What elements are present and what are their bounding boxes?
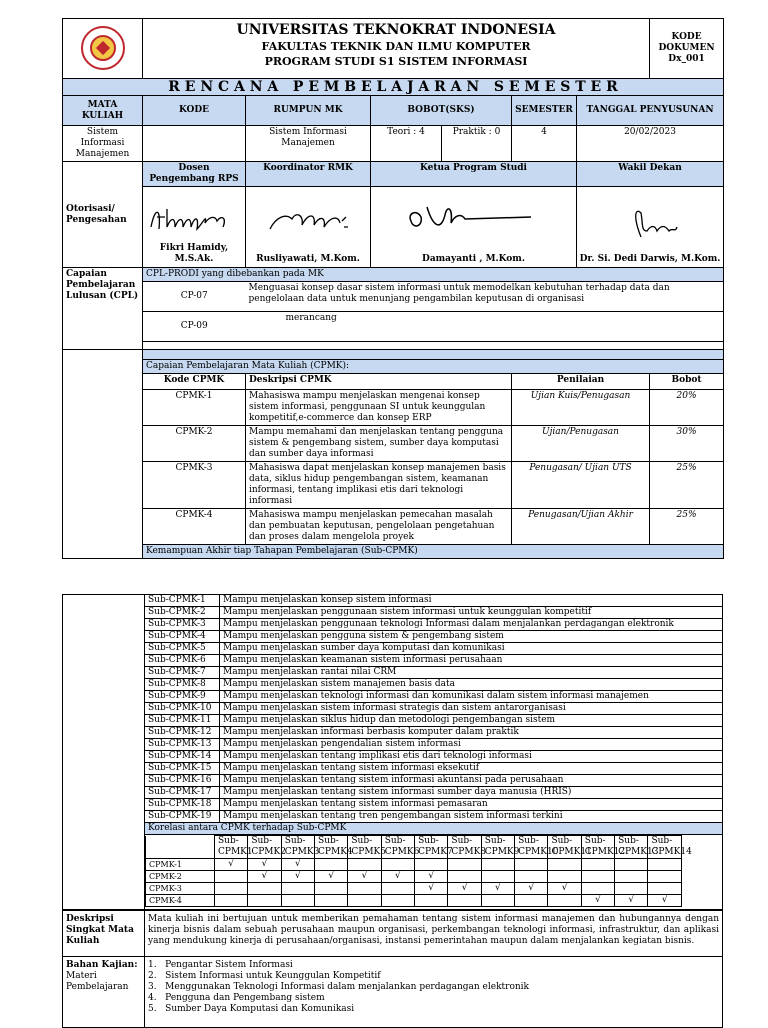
name-koordinator: Rusliyawati, M.Kom.	[256, 254, 360, 264]
korelasi-check-cell: √	[481, 883, 514, 895]
faculty-name: FAKULTAS TEKNIK DAN ILMU KOMPUTER	[261, 40, 531, 53]
doc-code-label: KODE DOKUMEN	[658, 32, 715, 53]
subcpmk-desc: Mampu menjelaskan tentang sistem informasi sumber daya manusia (HRIS)	[220, 787, 723, 799]
subcpmk-code: Sub-CPMK-4	[145, 631, 220, 643]
doc-code-value: Dx_001	[668, 54, 705, 64]
subcpmk-row	[63, 763, 723, 775]
cpl-code-2: CP-09	[143, 312, 246, 342]
korelasi-check-cell: √	[648, 895, 682, 907]
korelasi-check-cell	[381, 859, 414, 871]
bahan-item: 3. Menggunakan Teknologi Informasi dalam menjalankan perdagangan elektronik	[148, 982, 529, 992]
korelasi-col-header: Sub-CPMK6	[381, 836, 414, 859]
col-bobot: BOBOT(SKS)	[371, 96, 512, 126]
bahan-sublabel: Materi Pembelajaran	[66, 971, 129, 992]
korelasi-check-cell	[615, 859, 648, 871]
subcpmk-row	[63, 811, 723, 823]
cpmk-bobot-4: 25%	[650, 509, 724, 545]
korelasi-check-cell	[581, 859, 614, 871]
korelasi-row-label: CPMK-4	[146, 895, 215, 907]
korelasi-check-cell: √	[348, 871, 381, 883]
otorisasi-label: Otorisasi/ Pengesahan	[63, 162, 143, 268]
subcpmk-row	[63, 631, 723, 643]
col-rumpun: RUMPUN MK	[246, 96, 371, 126]
subcpmk-desc: Mampu menjelaskan tentang implikasi etis dari teknologi informasi	[220, 751, 723, 763]
subcpmk-desc: Mampu menjelaskan sumber daya komputasi dan komunikasi	[220, 643, 723, 655]
korelasi-check-cell	[548, 871, 581, 883]
korelasi-check-cell	[348, 859, 381, 871]
korelasi-col-header: Sub-CPMK8	[448, 836, 481, 859]
bahan-label-cell	[63, 957, 145, 1028]
subcpmk-desc: Mampu menjelaskan tentang sistem informasi eksekutif	[220, 763, 723, 775]
cpmk-bobot-1: 20%	[650, 390, 724, 426]
subcpmk-desc: Mampu menjelaskan sistem manajemen basis data	[220, 679, 723, 691]
subcpmk-code: Sub-CPMK-6	[145, 655, 220, 667]
signature-koordinator	[246, 187, 370, 247]
subcpmk-row	[63, 595, 723, 607]
korelasi-check-cell	[348, 895, 381, 907]
subcpmk-desc: Mampu menjelaskan sistem informasi strategis dan sistem antarorganisasi	[220, 703, 723, 715]
subcpmk-code: Sub-CPMK-13	[145, 739, 220, 751]
cpmk-bobot-3: 25%	[650, 462, 724, 509]
col-mata-kuliah: MATA KULIAH	[63, 96, 143, 126]
subcpmk-row	[63, 619, 723, 631]
subcpmk-desc: Mampu menjelaskan tentang sistem informasi akuntansi pada perusahaan	[220, 775, 723, 787]
subcpmk-code: Sub-CPMK-17	[145, 787, 220, 799]
deskripsi-table	[62, 910, 723, 1028]
korelasi-check-cell	[248, 883, 281, 895]
korelasi-check-cell: √	[415, 871, 448, 883]
col-tanggal: TANGGAL PENYUSUNAN	[577, 96, 724, 126]
korelasi-check-cell: √	[448, 883, 481, 895]
subcpmk-row	[63, 799, 723, 811]
bahan-item: 4. Pengguna dan Pengembang sistem	[148, 993, 325, 1003]
subcpmk-code: Sub-CPMK-9	[145, 691, 220, 703]
course-rumpun: Sistem Informasi Manajemen	[246, 126, 371, 162]
subcpmk-desc: Mampu menjelaskan pengendalian sistem informasi	[220, 739, 723, 751]
cpl-label: Capaian Pembelajaran Lulusan (CPL)	[63, 268, 143, 350]
signature-dosen-cell	[143, 187, 246, 268]
korelasi-check-cell: √	[381, 871, 414, 883]
subcpmk-code: Sub-CPMK-15	[145, 763, 220, 775]
rps-page-1	[62, 18, 723, 559]
korelasi-col-header: Sub-CPMK2	[248, 836, 281, 859]
korelasi-check-cell	[548, 859, 581, 871]
korelasi-col-header: Sub-CPMK4	[315, 836, 348, 859]
subcpmk-row	[63, 703, 723, 715]
korelasi-check-cell: √	[415, 883, 448, 895]
subcpmk-row	[63, 691, 723, 703]
korelasi-check-cell	[415, 895, 448, 907]
course-date: 20/02/2023	[577, 126, 724, 162]
korelasi-col-header: Sub-CPMK13	[615, 836, 648, 859]
subcpmk-code: Sub-CPMK-8	[145, 679, 220, 691]
program-name: PROGRAM STUDI S1 SISTEM INFORMASI	[264, 55, 528, 68]
university-logo-icon	[81, 26, 125, 70]
role-dosen: Dosen Pengembang RPS	[143, 162, 246, 187]
korelasi-check-cell	[515, 895, 548, 907]
subcpmk-table	[62, 594, 723, 910]
subcpmk-desc: Mampu menjelaskan keamanan sistem informasi perusahaan	[220, 655, 723, 667]
subcpmk-row	[63, 667, 723, 679]
subcpmk-left-cell	[63, 595, 145, 910]
subcpmk-row	[63, 715, 723, 727]
subcpmk-row	[63, 751, 723, 763]
cpmk-bobot-2: 30%	[650, 426, 724, 462]
deskripsi-text: Mata kuliah ini bertujuan untuk memberikan pemahaman tentang sistem informasi manajemen dan hubungannya dengan kinerja bisnis dalam sebuah perusahaan maupun organisasi, perkembangan teknologi informasi, infrastruktur, dan aplikasi yang mendukung kinerja di perusahaan/organisasi, instansi pemerintahan maupun dalam menjalankan kegiatan bisnis.	[145, 911, 723, 957]
cpmk-kode-3: CPMK-3	[143, 462, 246, 509]
subcpmk-row	[63, 679, 723, 691]
subcpmk-desc: Mampu menjelaskan pengguna sistem & pengembang sistem	[220, 631, 723, 643]
korelasi-check-cell	[315, 895, 348, 907]
korelasi-row-label: CPMK-2	[146, 871, 215, 883]
cpmk-nilai-1: Ujian Kuis/Penugasan	[512, 390, 650, 426]
subcpmk-code: Sub-CPMK-7	[145, 667, 220, 679]
korelasi-check-cell	[281, 883, 314, 895]
subcpmk-code: Sub-CPMK-12	[145, 727, 220, 739]
subcpmk-code: Sub-CPMK-18	[145, 799, 220, 811]
subcpmk-code: Sub-CPMK-3	[145, 619, 220, 631]
subcpmk-desc: Mampu menjelaskan tentang sistem informasi pemasaran	[220, 799, 723, 811]
cpl-subhead: CPL-PRODI yang dibebankan pada MK	[143, 268, 724, 282]
korelasi-col-header: Sub-CPMK3	[281, 836, 314, 859]
subcpmk-row	[63, 787, 723, 799]
university-logo-cell	[63, 19, 143, 79]
bahan-label: Bahan Kajian:	[66, 960, 138, 970]
subcpmk-desc: Mampu menjelaskan informasi berbasis komputer dalam praktik	[220, 727, 723, 739]
korelasi-check-cell	[415, 859, 448, 871]
cpl-desc-1: Menguasai konsep dasar sistem informasi untuk memodelkan kebutuhan terhadap data dan pengelolaan data untuk menunjang pengambilan keputusan di organisasi	[246, 282, 724, 312]
korelasi-check-cell	[448, 871, 481, 883]
name-dosen: Fikri Hamidy, M.S.Ak.	[159, 243, 229, 264]
cpmk-nilai-2: Ujian/Penugasan	[512, 426, 650, 462]
korelasi-check-cell	[481, 895, 514, 907]
korelasi-check-cell	[581, 883, 614, 895]
korelasi-check-cell	[248, 895, 281, 907]
subcpmk-desc: Mampu menjelaskan penggunaan teknologi Informasi dalam menjalankan perdagangan elektronik	[220, 619, 723, 631]
course-code	[143, 126, 246, 162]
cpmk-desk-1: Mahasiswa mampu menjelaskan mengenai konsep sistem informasi, penggunaan SI untuk keunggulan kompetitif,e-commerce dan konsep ERP	[246, 390, 512, 426]
signature-kaprodi-cell	[371, 187, 577, 268]
rps-page-2	[62, 594, 723, 1028]
korelasi-check-cell	[581, 871, 614, 883]
korelasi-col-header: Sub-CPMK12	[581, 836, 614, 859]
korelasi-matrix	[145, 835, 692, 907]
rps-header-table	[62, 18, 724, 559]
doc-code-cell	[650, 19, 724, 79]
cpl-desc-2: merancang	[246, 312, 724, 342]
cpl-code-1: CP-07	[143, 282, 246, 312]
cpmk-col-nilai: Penilaian	[512, 374, 650, 390]
header-title-cell	[143, 19, 650, 79]
signature-dosen	[143, 187, 245, 247]
cpmk-kode-4: CPMK-4	[143, 509, 246, 545]
cpmk-nilai-4: Penugasan/Ujian Akhir	[512, 509, 650, 545]
korelasi-check-cell	[648, 883, 682, 895]
subcpmk-code: Sub-CPMK-16	[145, 775, 220, 787]
subcpmk-code: Sub-CPMK-10	[145, 703, 220, 715]
korelasi-check-cell	[215, 895, 248, 907]
korelasi-check-cell	[548, 895, 581, 907]
rps-title: R E N C A N A P E M B E L A J A R A N S E M E S T E R	[63, 79, 724, 96]
korelasi-check-cell	[481, 859, 514, 871]
korelasi-check-cell: √	[581, 895, 614, 907]
subcpmk-row	[63, 643, 723, 655]
korelasi-check-cell: √	[315, 871, 348, 883]
subcpmk-desc: Mampu menjelaskan penggunaan sistem informasi untuk keunggulan kompetitif	[220, 607, 723, 619]
subcpmk-code: Sub-CPMK-5	[145, 643, 220, 655]
korelasi-col-header: Sub-CPMK7	[415, 836, 448, 859]
course-praktik: Praktik : 0	[442, 126, 512, 162]
subcpmk-desc: Mampu menjelaskan rantai nilai CRM	[220, 667, 723, 679]
subcpmk-row	[63, 739, 723, 751]
korelasi-check-cell: √	[281, 871, 314, 883]
subcpmk-desc: Mampu menjelaskan siklus hidup dan metodologi pengembangan sistem	[220, 715, 723, 727]
korelasi-row-label: CPMK-1	[146, 859, 215, 871]
cpmk-col-desk: Deskripsi CPMK	[246, 374, 512, 390]
korelasi-check-cell	[215, 871, 248, 883]
korelasi-matrix-cell	[145, 835, 723, 910]
subcpmk-desc: Mampu menjelaskan konsep sistem informasi	[220, 595, 723, 607]
korelasi-check-cell: √	[215, 859, 248, 871]
cpmk-desk-3: Mahasiswa dapat menjelaskan konsep manajemen basis data, siklus hidup pengembangan sistem, keamanan informasi, tentang implikasi etis dari teknologi informasi	[246, 462, 512, 509]
subcpmk-row	[63, 727, 723, 739]
cpmk-col-kode: Kode CPMK	[143, 374, 246, 390]
korelasi-check-cell	[215, 883, 248, 895]
korelasi-check-cell	[515, 871, 548, 883]
cpmk-desk-2: Mampu memahami dan menjelaskan tentang pengguna sistem & pengembang sistem, sumber daya komputasi dan sumber daya informasi	[246, 426, 512, 462]
korelasi-check-cell	[515, 859, 548, 871]
subcpmk-code: Sub-CPMK-2	[145, 607, 220, 619]
cpmk-kode-2: CPMK-2	[143, 426, 246, 462]
cpmk-col-bobot: Bobot	[650, 374, 724, 390]
subcpmk-code: Sub-CPMK-19	[145, 811, 220, 823]
korelasi-check-cell	[281, 895, 314, 907]
korelasi-check-cell	[381, 883, 414, 895]
subcpmk-desc: Mampu menjelaskan tentang tren pengembangan sistem informasi terkini	[220, 811, 723, 823]
subcpmk-row	[63, 607, 723, 619]
korelasi-check-cell: √	[281, 859, 314, 871]
signature-wadek	[577, 187, 723, 247]
korelasi-check-cell	[615, 883, 648, 895]
korelasi-check-cell	[381, 895, 414, 907]
name-wadek: Dr. Si. Dedi Darwis, M.Kom.	[579, 254, 721, 264]
bahan-item: 5. Sumber Daya Komputasi dan Komunikasi	[148, 1004, 355, 1014]
course-semester: 4	[512, 126, 577, 162]
korelasi-check-cell	[315, 859, 348, 871]
korelasi-col-header: Sub-CPMK10	[515, 836, 548, 859]
korelasi-check-cell	[315, 883, 348, 895]
course-name: Sistem Informasi Manajemen	[63, 126, 143, 162]
role-wadek: Wakil Dekan	[577, 162, 724, 187]
name-kaprodi: Damayanti , M.Kom.	[422, 254, 525, 264]
korelasi-check-cell: √	[248, 859, 281, 871]
subcpmk-heading: Kemampuan Akhir tiap Tahapan Pembelajaran (Sub-CPMK)	[143, 545, 724, 559]
deskripsi-label: Deskripsi Singkat Mata Kuliah	[63, 911, 145, 957]
korelasi-col-header: Sub-CPMK1	[215, 836, 248, 859]
col-semester: SEMESTER	[512, 96, 577, 126]
korelasi-col-header: Sub-CPMK14	[648, 836, 682, 859]
korelasi-col-header: Sub-CPMK9	[481, 836, 514, 859]
korelasi-check-cell	[648, 859, 682, 871]
signature-koordinator-cell	[246, 187, 371, 268]
bahan-item: 1. Pengantar Sistem Informasi	[148, 960, 293, 970]
korelasi-title: Korelasi antara CPMK terhadap Sub-CPMK	[145, 823, 723, 835]
korelasi-col-header: Sub-CPMK11	[548, 836, 581, 859]
subcpmk-code: Sub-CPMK-11	[145, 715, 220, 727]
cpmk-subhead: Capaian Pembelajaran Mata Kuliah (CPMK):	[143, 360, 724, 374]
korelasi-check-cell	[648, 871, 682, 883]
korelasi-row-label: CPMK-3	[146, 883, 215, 895]
signature-wadek-cell	[577, 187, 724, 268]
role-kaprodi: Ketua Program Studi	[371, 162, 577, 187]
korelasi-check-cell	[615, 871, 648, 883]
korelasi-check-cell	[481, 871, 514, 883]
korelasi-check-cell	[448, 859, 481, 871]
col-kode: KODE	[143, 96, 246, 126]
subcpmk-row	[63, 775, 723, 787]
korelasi-col-header: Sub-CPMK5	[348, 836, 381, 859]
subcpmk-desc: Mampu menjelaskan teknologi informasi dan komunikasi dalam sistem informasi manajemen	[220, 691, 723, 703]
cpmk-kode-1: CPMK-1	[143, 390, 246, 426]
cpmk-desk-4: Mahasiswa mampu menjelaskan pemecahan masalah dan pembuatan keputusan, pengelolaan pengetahuan dan proses dalam mengelola proyek	[246, 509, 512, 545]
cpmk-left-cell	[63, 350, 143, 559]
korelasi-check-cell	[448, 895, 481, 907]
bahan-list	[145, 957, 723, 1028]
subcpmk-code: Sub-CPMK-14	[145, 751, 220, 763]
korelasi-check-cell	[348, 883, 381, 895]
korelasi-check-cell: √	[248, 871, 281, 883]
korelasi-check-cell: √	[615, 895, 648, 907]
cpmk-nilai-3: Penugasan/ Ujian UTS	[512, 462, 650, 509]
bahan-item: 2. Sistem Informasi untuk Keunggulan Kompetitif	[148, 971, 381, 981]
university-name: UNIVERSITAS TEKNOKRAT INDONESIA	[236, 22, 556, 38]
korelasi-check-cell: √	[548, 883, 581, 895]
subcpmk-row	[63, 655, 723, 667]
korelasi-check-cell: √	[515, 883, 548, 895]
role-koordinator: Koordinator RMK	[246, 162, 371, 187]
subcpmk-code: Sub-CPMK-1	[145, 595, 220, 607]
course-teori: Teori : 4	[371, 126, 442, 162]
